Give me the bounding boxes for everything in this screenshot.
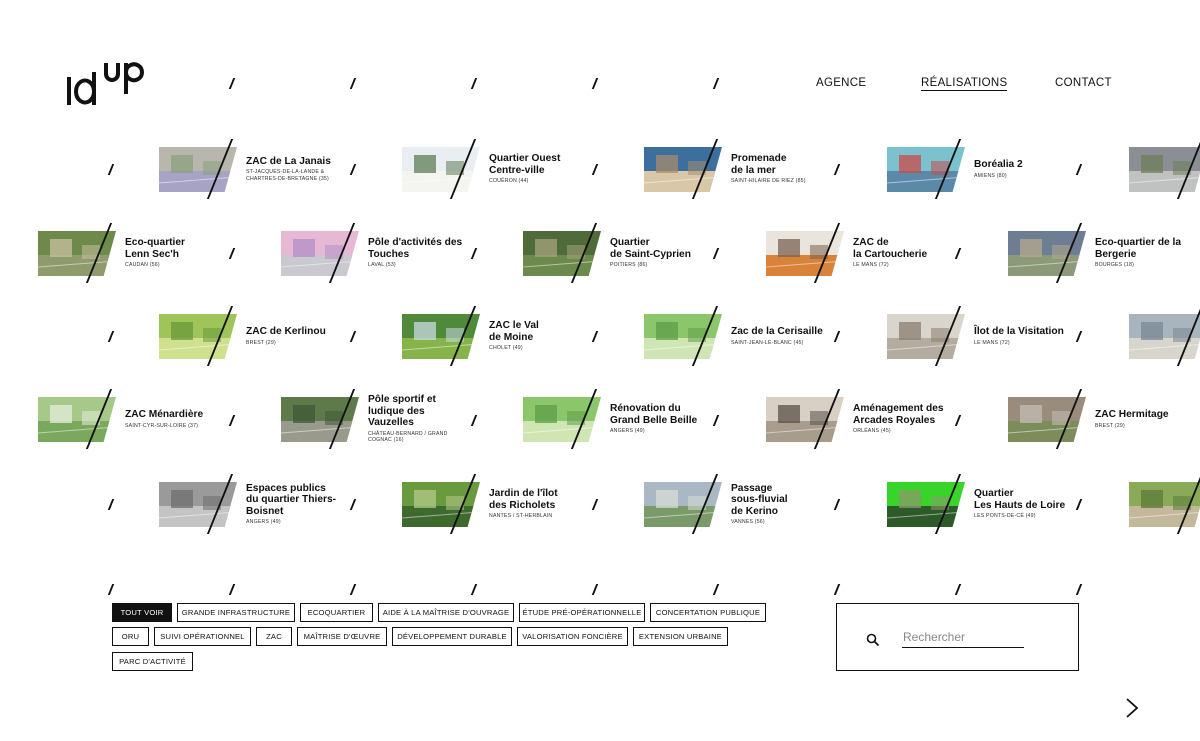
search-input[interactable] <box>902 626 1024 648</box>
project-text <box>368 223 508 283</box>
project-card[interactable] <box>1129 474 1200 534</box>
project-location: BREST (29) <box>1095 422 1125 429</box>
project-title[interactable]: Îlot de la Visitation <box>974 326 1064 337</box>
slash-icon <box>713 78 718 89</box>
project-text <box>610 223 750 283</box>
slash-icon <box>1076 584 1081 595</box>
project-card[interactable] <box>159 139 384 199</box>
filter-extension-urbaine[interactable]: EXTENSION URBAINE <box>633 627 728 646</box>
project-text <box>731 139 871 199</box>
project-location: COUËRON (44) <box>489 178 529 185</box>
project-card[interactable] <box>887 474 1112 534</box>
project-card[interactable] <box>887 139 1112 199</box>
project-text <box>974 306 1114 366</box>
project-card[interactable] <box>38 389 263 449</box>
project-card[interactable] <box>402 139 627 199</box>
filter-concertation-publique[interactable]: CONCERTATION PUBLIQUE <box>650 603 766 622</box>
project-text <box>489 474 629 534</box>
project-location: BREST (29) <box>246 339 276 346</box>
search-box <box>836 603 1079 671</box>
project-title[interactable]: Quartier de Saint-Cyprien <box>610 237 691 260</box>
chevron-right-icon[interactable] <box>1124 697 1140 719</box>
project-title[interactable]: ZAC Hermitage <box>1095 409 1169 420</box>
project-text <box>246 474 386 534</box>
project-location: ANGERS (49) <box>246 519 281 525</box>
project-location: NANTES / ST-HERBLAIN <box>489 513 553 520</box>
filter-parc-activite[interactable]: PARC D'ACTIVITÉ <box>112 652 193 671</box>
project-text <box>125 389 265 449</box>
slash-icon <box>471 584 476 595</box>
slash-icon <box>350 78 355 89</box>
project-title[interactable]: ZAC Ménardière <box>125 409 204 420</box>
project-text <box>853 389 993 449</box>
nav-contact[interactable]: CONTACT <box>1055 77 1112 89</box>
project-text <box>610 389 750 449</box>
project-location: CHÂTEAU-BERNARD / GRAND COGNAC (16) <box>368 430 448 444</box>
project-title[interactable]: Aménagement des Arcades Royales <box>853 403 944 426</box>
project-text <box>731 306 871 366</box>
slash-icon <box>471 78 476 89</box>
project-card[interactable] <box>887 306 1112 366</box>
slash-icon <box>713 584 718 595</box>
project-card[interactable] <box>402 474 627 534</box>
filter-etude-pre-operationnelle[interactable]: ÉTUDE PRÉ-OPÉRATIONNELLE <box>519 603 645 622</box>
project-title[interactable]: Promenade de la mer <box>731 153 787 176</box>
project-title[interactable]: Zac de la Cerisaille <box>731 326 823 337</box>
project-location: VANNES (56) <box>731 519 765 525</box>
project-card[interactable] <box>1129 139 1200 199</box>
project-title[interactable]: Espaces publics du quartier Thiers- Boisnet <box>246 482 337 517</box>
project-text <box>853 223 993 283</box>
project-location: ORLÉANS (45) <box>853 428 891 435</box>
project-location: SAINT-HILAIRE DE RIEZ (85) <box>731 178 806 185</box>
project-location: SAINT-JEAN-LE-BLANC (45) <box>731 339 804 346</box>
project-title[interactable]: Pôle sportif et ludique des Vauzelles <box>368 394 436 429</box>
filter-zac[interactable]: ZAC <box>256 627 292 646</box>
filter-valorisation-fonciere[interactable]: VALORISATION FONCIÈRE <box>517 627 628 646</box>
filter-aide-maitrise-ouvrage[interactable]: AIDE À LA MAÎTRISE D'OUVRAGE <box>378 603 514 622</box>
slash-icon <box>108 499 113 510</box>
project-card[interactable] <box>1129 306 1200 366</box>
project-title[interactable]: ZAC le Val de Moine <box>489 320 539 343</box>
project-location: LE MANS (72) <box>853 262 889 269</box>
project-text <box>246 306 386 366</box>
slash-icon <box>350 584 355 595</box>
slash-icon <box>108 331 113 342</box>
project-card[interactable] <box>281 223 506 283</box>
project-text <box>1095 223 1200 283</box>
project-title[interactable]: ZAC de Kerlinou <box>246 326 326 337</box>
project-card[interactable] <box>281 389 506 449</box>
project-text <box>1095 389 1200 449</box>
project-text <box>974 474 1114 534</box>
project-title[interactable]: Eco-quartier de la Bergerie <box>1095 237 1182 260</box>
slash-icon <box>108 164 113 175</box>
filter-maitrise-oeuvre[interactable]: MAÎTRISE D'ŒUVRE <box>297 627 387 646</box>
project-location: POITIERS (86) <box>610 262 648 269</box>
project-title[interactable]: Rénovation du Grand Belle Beille <box>610 403 698 426</box>
slash-icon <box>592 78 597 89</box>
slash-icon <box>229 78 234 89</box>
project-card[interactable] <box>402 306 627 366</box>
filter-grande-infrastructure[interactable]: GRANDE INFRASTRUCTURE <box>177 603 295 622</box>
project-location: ANGERS (49) <box>610 428 645 435</box>
search-icon[interactable] <box>866 633 880 647</box>
slash-icon <box>108 584 113 595</box>
project-card[interactable] <box>644 306 869 366</box>
main-nav <box>0 77 1200 93</box>
project-card[interactable] <box>38 223 263 283</box>
project-location: CAUDAN (56) <box>125 262 160 269</box>
project-location: BOURGES (18) <box>1095 262 1135 269</box>
slash-icon <box>955 584 960 595</box>
project-title[interactable]: Jardin de l'îlot des Richolets <box>489 488 558 511</box>
project-text <box>489 306 629 366</box>
project-title[interactable]: Quartier Les Hauts de Loire <box>974 488 1066 511</box>
project-location: ST-JACQUES-DE-LA-LANDE & CHARTRES-DE-BRETAGNE (35) <box>246 169 329 182</box>
project-location: LES PONTS-DE-CÉ (49) <box>974 513 1036 520</box>
filter-tout-voir[interactable]: TOUT VOIR <box>112 603 172 622</box>
filter-oru[interactable]: ORU <box>112 627 149 646</box>
project-text <box>974 139 1114 199</box>
project-title[interactable]: ZAC de la Cartoucherie <box>853 237 928 260</box>
project-title[interactable]: Quartier Ouest Centre-ville <box>489 153 561 176</box>
slash-icon <box>592 584 597 595</box>
project-location: SAINT-CYR-SUR-LOIRE (37) <box>125 422 199 429</box>
project-title[interactable]: Eco-quartier Lenn Sec'h <box>125 237 186 260</box>
project-text <box>125 223 265 283</box>
project-location: LE MANS (72) <box>974 339 1010 346</box>
slash-icon <box>229 584 234 595</box>
project-card[interactable] <box>159 474 384 534</box>
project-text <box>368 389 508 449</box>
project-text <box>246 139 386 199</box>
project-card[interactable] <box>644 474 869 534</box>
filter-developpement-durable[interactable]: DÉVELOPPEMENT DURABLE <box>392 627 512 646</box>
project-card[interactable] <box>766 223 991 283</box>
project-location: LAVAL (53) <box>368 262 396 269</box>
project-title[interactable]: Passage sous-fluvial de Kerino <box>731 482 788 517</box>
filter-ecoquartier[interactable]: ECOQUARTIER <box>300 603 373 622</box>
project-text <box>731 474 871 534</box>
slash-icon <box>834 584 839 595</box>
project-title[interactable]: Pôle d'activités des Touches <box>368 237 463 260</box>
project-card[interactable] <box>766 389 991 449</box>
nav-agence[interactable]: AGENCE <box>816 77 867 89</box>
project-card[interactable] <box>523 389 748 449</box>
project-card[interactable] <box>1008 389 1200 449</box>
filter-suivi-operationnel[interactable]: SUIVI OPÉRATIONNEL <box>154 627 251 646</box>
project-card[interactable] <box>523 223 748 283</box>
project-location: CHOLET (49) <box>489 345 523 352</box>
nav-realisations[interactable]: RÉALISATIONS <box>921 77 1008 89</box>
project-card[interactable] <box>644 139 869 199</box>
project-card[interactable] <box>1008 223 1200 283</box>
project-title[interactable]: ZAC de La Janais <box>246 155 331 167</box>
project-location: AMIENS (80) <box>974 172 1007 179</box>
project-card[interactable] <box>159 306 384 366</box>
project-title[interactable]: Boréalia 2 <box>974 159 1023 170</box>
project-text <box>489 139 629 199</box>
